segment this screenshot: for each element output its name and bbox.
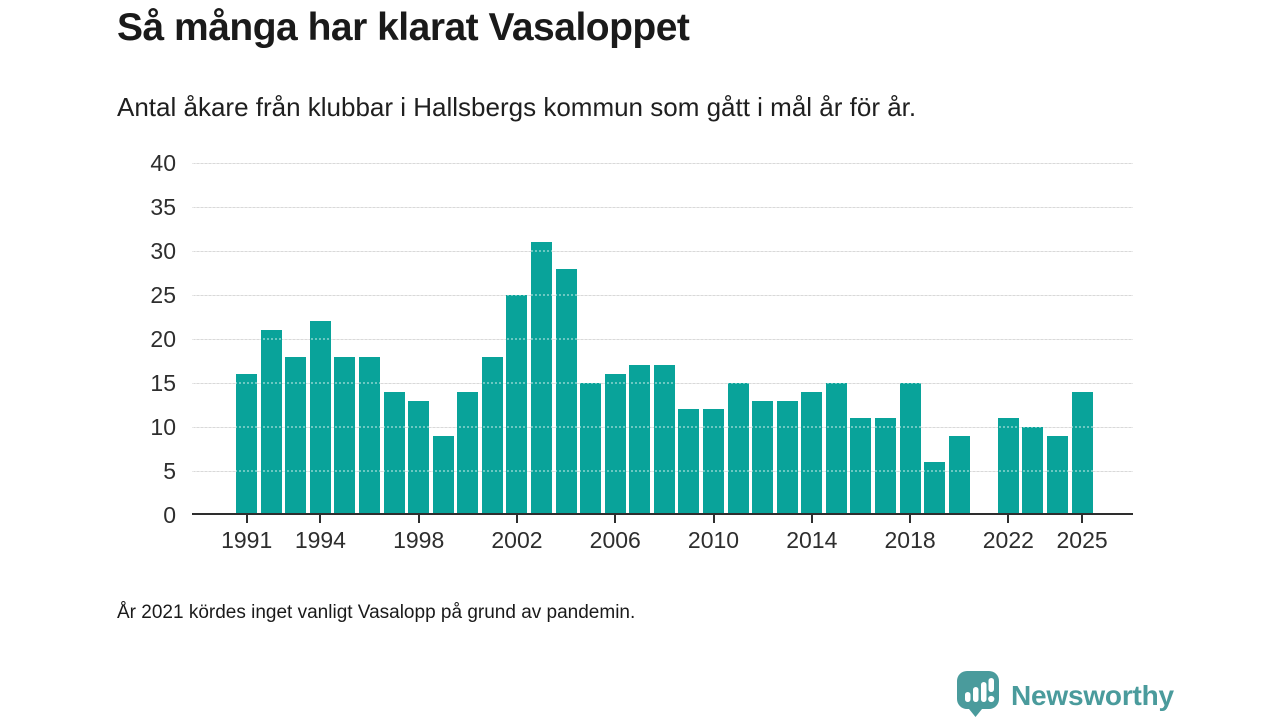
- bar-2000: [457, 392, 478, 515]
- x-tick-2025: [1081, 515, 1083, 523]
- gridline-overlay-20: [192, 338, 1133, 340]
- x-tick-label-2025: 2025: [1056, 527, 1108, 553]
- footnote: År 2021 kördes inget vanligt Vasalopp på grund av pandemin.: [117, 602, 636, 623]
- page-subtitle: Antal åkare från klubbar i Hallsbergs kommun som gått i mål år för år.: [117, 92, 917, 122]
- y-tick-label-5: 5: [163, 458, 176, 484]
- newsworthy-logo: [956, 673, 1174, 719]
- x-tick-1991: [246, 515, 248, 523]
- x-tick-1994: [319, 515, 321, 523]
- plot-area: [192, 163, 1133, 553]
- x-tick-2010: [713, 515, 715, 523]
- bar-1999: [433, 436, 454, 515]
- x-axis-line: [192, 513, 1133, 515]
- bar-2002: [506, 295, 527, 515]
- gridline-overlay-40: [192, 162, 1133, 164]
- y-tick-label-35: 35: [150, 194, 176, 220]
- x-tick-2002: [516, 515, 518, 523]
- bar-2012: [752, 401, 773, 515]
- x-tick-2022: [1007, 515, 1009, 523]
- bar-1997: [384, 392, 405, 515]
- y-tick-label-25: 25: [150, 282, 176, 308]
- x-tick-1998: [418, 515, 420, 523]
- bar-2001: [482, 357, 503, 515]
- gridline-overlay-5: [192, 470, 1133, 472]
- x-tick-2006: [614, 515, 616, 523]
- bar-2015: [826, 383, 847, 515]
- bar-2016: [850, 418, 871, 515]
- bar-2017: [875, 418, 896, 515]
- y-tick-label-40: 40: [150, 150, 176, 176]
- bar-2003: [531, 242, 552, 515]
- bar-1991: [236, 374, 257, 515]
- bar-2020: [949, 436, 970, 515]
- x-tick-label-2018: 2018: [884, 527, 936, 553]
- gridline-overlay-25: [192, 294, 1133, 296]
- bar-2018: [900, 383, 921, 515]
- gridline-overlay-15: [192, 382, 1133, 384]
- bar-1993: [285, 357, 306, 515]
- x-tick-label-1994: 1994: [294, 527, 346, 553]
- y-tick-label-30: 30: [150, 238, 176, 264]
- newsworthy-logo-text: Newsworthy: [1011, 680, 1174, 711]
- bar-1992: [261, 330, 282, 515]
- bar-2011: [728, 383, 749, 515]
- x-tick-label-2002: 2002: [491, 527, 543, 553]
- x-tick-label-2014: 2014: [786, 527, 838, 553]
- bar-1994: [310, 321, 331, 515]
- bar-2014: [801, 392, 822, 515]
- x-tick-label-2006: 2006: [589, 527, 641, 553]
- bar-1998: [408, 401, 429, 515]
- x-tick-2014: [811, 515, 813, 523]
- y-tick-label-0: 0: [163, 502, 176, 528]
- x-tick-label-1998: 1998: [393, 527, 445, 553]
- x-tick-2018: [909, 515, 911, 523]
- bar-chart-speech-bubble-icon: [956, 670, 1000, 720]
- bar-2006: [605, 374, 626, 515]
- y-tick-label-20: 20: [150, 326, 176, 352]
- gridline-overlay-35: [192, 206, 1133, 208]
- bar-2004: [556, 269, 577, 515]
- bar-2022: [998, 418, 1019, 515]
- x-tick-label-2010: 2010: [687, 527, 740, 553]
- x-tick-label-1991: 1991: [221, 527, 273, 553]
- bar-1995: [334, 357, 355, 515]
- page-title: Så många har klarat Vasaloppet: [117, 6, 690, 49]
- gridline-overlay-30: [192, 250, 1133, 252]
- y-tick-label-10: 10: [150, 414, 176, 440]
- bar-2007: [629, 365, 650, 515]
- bar-2005: [580, 383, 601, 515]
- bar-2025: [1072, 392, 1093, 515]
- bar-1996: [359, 357, 380, 515]
- gridline-overlay-10: [192, 426, 1133, 428]
- x-tick-label-2022: 2022: [982, 527, 1034, 553]
- bar-2008: [654, 365, 675, 515]
- bar-2024: [1047, 436, 1068, 515]
- bar-2013: [777, 401, 798, 515]
- y-tick-label-15: 15: [150, 370, 176, 396]
